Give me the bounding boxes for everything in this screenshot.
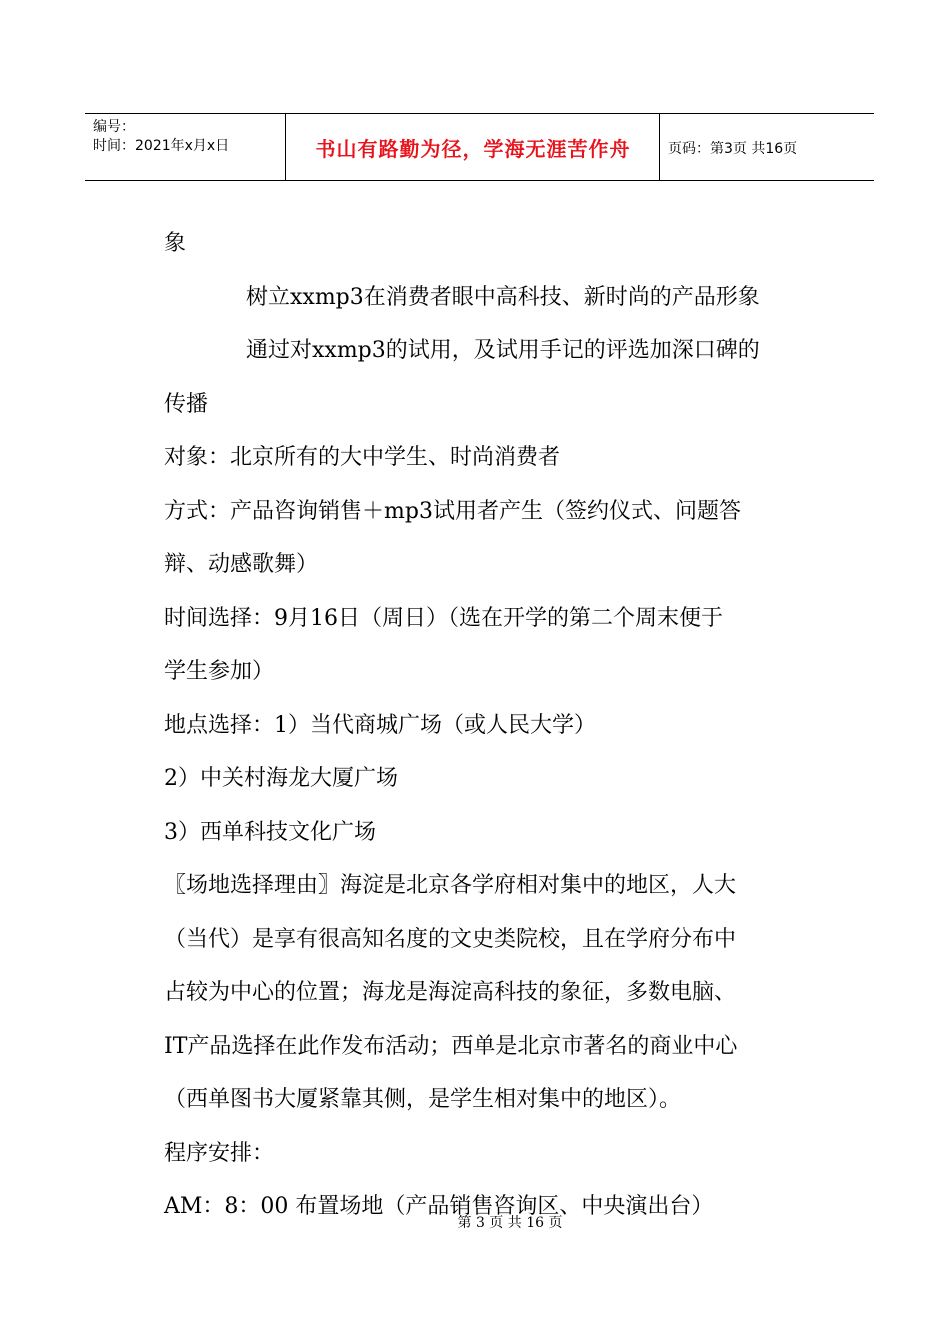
text-line: 学生参加）	[164, 659, 275, 684]
page-footer: 第 3 页 共 16 页	[457, 1215, 563, 1231]
text-line: 通过对xxmp3的试用，及试用手记的评选加深口碑的	[246, 338, 760, 363]
text-line: 地点选择：1）当代商城广场（或人民大学）	[164, 712, 596, 738]
header-meta	[93, 118, 229, 156]
document-body	[164, 222, 804, 1239]
text-line: 方式：产品咨询销售＋mp3试用者产生（签约仪式、问题答	[164, 498, 741, 524]
header-page-label: 页码：第3页 共16页	[668, 140, 798, 157]
text-line: 占较为中心的位置；海龙是海淀高科技的象征，多数电脑、	[164, 980, 737, 1005]
number-label: 编号：	[93, 119, 135, 135]
text-line: 辩、动感歌舞）	[164, 552, 319, 577]
time-label: 时间：2021年x月x日	[93, 138, 230, 154]
text-line: 程序安排：	[164, 1140, 275, 1166]
text-line: 2）中关村海龙大厦广场	[164, 766, 398, 791]
text-line: （西单图书大厦紧靠其侧，是学生相对集中的地区）。	[164, 1087, 682, 1112]
text-line: IT产品选择在此作发布活动；西单是北京市著名的商业中心	[164, 1033, 738, 1059]
text-line: （当代）是享有很高知名度的文史类院校，且在学府分布中	[164, 926, 737, 952]
text-line: AM：8：00 布置场地（产品销售咨询区、中央演出台）	[164, 1194, 714, 1219]
text-line: 对象：北京所有的大中学生、时尚消费者	[164, 445, 561, 470]
document-header	[85, 113, 874, 181]
text-line: 传播	[164, 391, 209, 417]
text-line: 3）西单科技文化广场	[164, 819, 376, 845]
text-line: 象	[164, 231, 187, 256]
text-line: 〖场地选择理由〗海淀是北京各学府相对集中的地区，人大	[164, 873, 737, 898]
header-divider-right	[659, 114, 660, 181]
text-line: 时间选择：9月16日（周日）（选在开学的第二个周末便于	[164, 605, 723, 631]
text-line: 树立xxmp3在消费者眼中高科技、新时尚的产品形象	[246, 284, 760, 310]
header-motto: 书山有路勤为径，学海无涯苦作舟	[315, 137, 631, 161]
